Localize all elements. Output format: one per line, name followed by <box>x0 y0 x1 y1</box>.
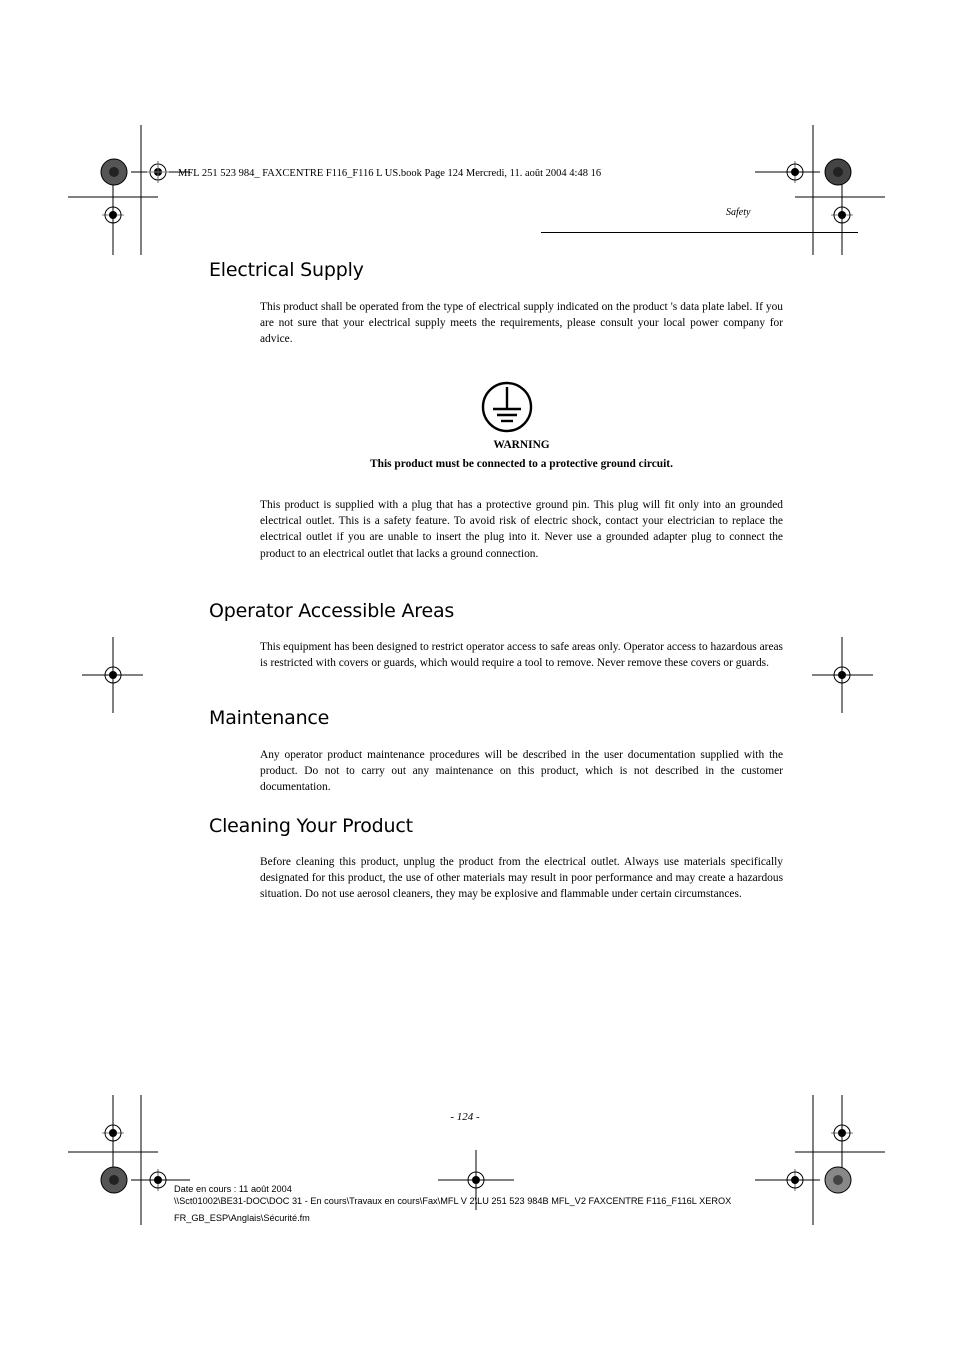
page-number: - 124 - <box>450 1111 480 1123</box>
electrical-supply-paragraph: This product shall be operated from the type of electrical supply indicated on the product 's data plate label. If you are not sure that your electrical supply meets the requirements, please consult your local power company for advice. <box>260 301 783 346</box>
section-title-electrical-supply: Electrical Supply <box>209 259 364 281</box>
ground-pin-paragraph: This product is supplied with a plug that has a protective ground pin. This plug will fit only into an grounded electrical outlet. This is a safety feature. To avoid risk of electric shock, contact your electrician to replace the electrical outlet if you are unable to insert the plug into it. Never use a grounded adapter plug to connect the product to an electrical outlet that lacks a ground connection. <box>260 499 783 560</box>
footer-path: \\Sct01002\BE31-DOC\DOC 31 - En cours\Travaux en cours\Fax\MFL V 2\LU 251 523 984B MFL_V2 FAXCENTRE F116_F116L XEROX <box>174 1196 732 1206</box>
operator-areas-paragraph: This equipment has been designed to restrict operator access to safe areas only. Operator access to hazardous areas is restricted with covers or guards, which would require a tool to remove. Never remove these covers or guards. <box>260 641 783 670</box>
warning-label: WARNING <box>493 439 550 451</box>
footer-file: FR_GB_ESP\Anglais\Sécurité.fm <box>174 1213 310 1223</box>
section-title-cleaning: Cleaning Your Product <box>209 815 413 837</box>
cleaning-paragraph: Before cleaning this product, unplug the product from the electrical outlet. Always use materials specifically designated for this product, the use of other materials may result in poor performance and may create a hazardous situation. Do not use aerosol cleaners, they may be explosive and flammable under certain circumstances. <box>260 856 783 901</box>
footer-date: Date en cours : 11 août 2004 <box>174 1184 292 1194</box>
running-head: Safety <box>726 207 751 218</box>
section-title-operator-areas: Operator Accessible Areas <box>209 600 455 622</box>
protective-ground-icon <box>480 380 534 434</box>
header-rule <box>541 232 858 233</box>
warning-text: This product must be connected to a protective ground circuit. <box>370 458 673 470</box>
maintenance-paragraph: Any operator product maintenance procedures will be described in the user documentation supplied with the product. Do not to carry out any maintenance on this product, which is not described in the customer documentation. <box>260 749 783 794</box>
section-title-maintenance: Maintenance <box>209 707 330 729</box>
print-header: MFL 251 523 984_ FAXCENTRE F116_F116 L US.book Page 124 Mercredi, 11. août 2004 4:48 16 <box>178 168 602 179</box>
